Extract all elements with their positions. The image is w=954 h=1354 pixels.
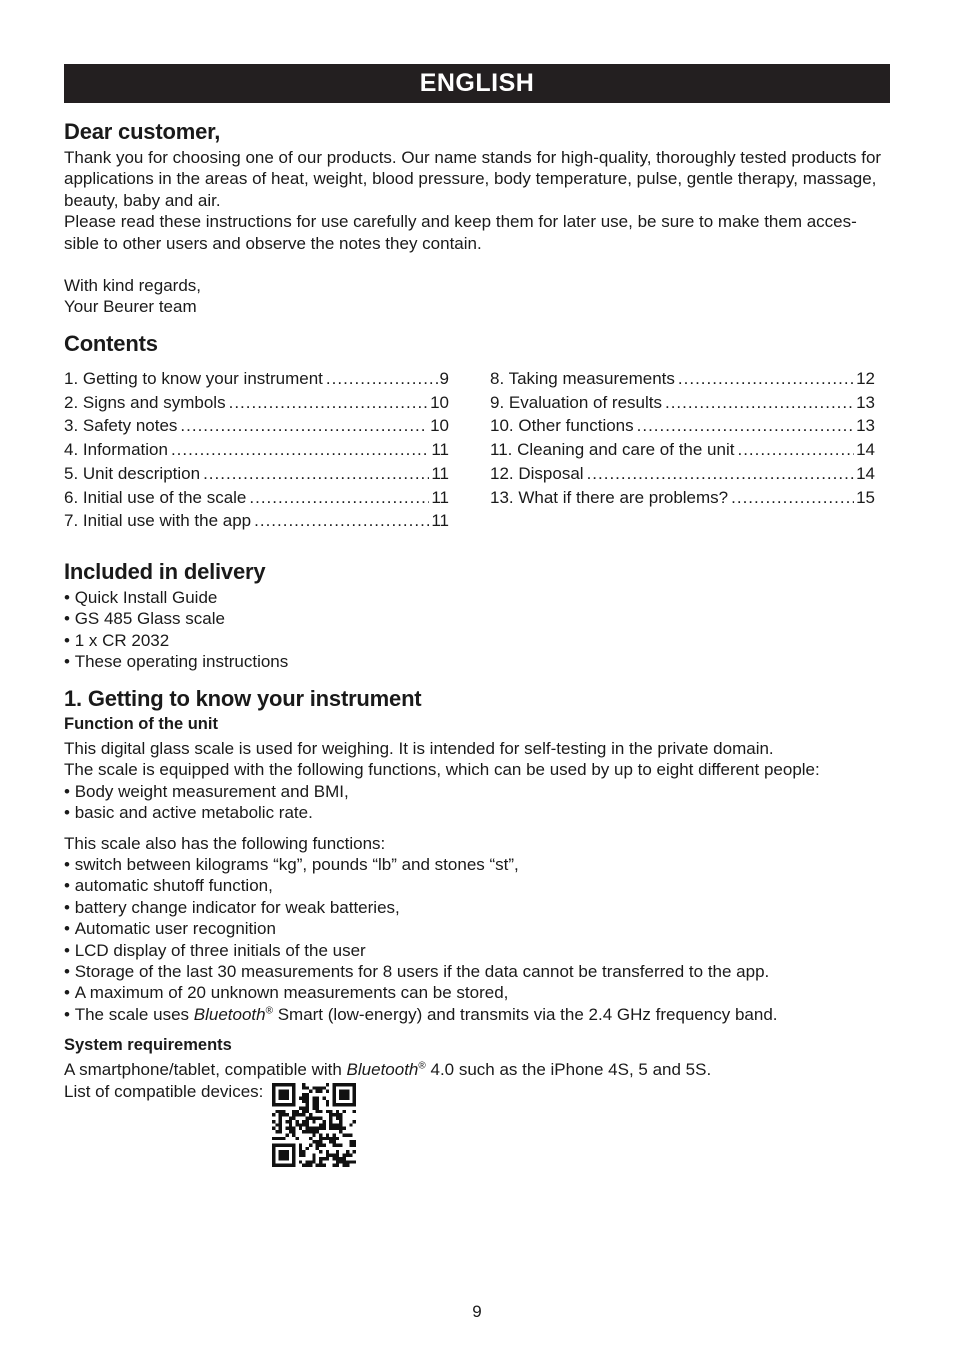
toc-page: 14 (856, 440, 875, 460)
table-of-contents (64, 367, 890, 533)
registered-mark: ® (418, 1060, 426, 1072)
section-getting-to-know (64, 685, 890, 1167)
closing-line-2: Your Beurer team (64, 297, 197, 317)
toc-label: 5. Unit description (64, 463, 201, 483)
toc-page: 11 (431, 511, 449, 531)
functions-list (64, 781, 890, 824)
toc-label: 10. Other functions (490, 416, 634, 436)
greeting-paragraph-1: Thank you for choosing one of our products. Our name stands for high-quality, thoroughly tested products for applications in the areas of heat, weight, blood pressure, body temperature, pulse, gentle therapy, massage, beauty, baby and air. (64, 148, 882, 210)
list-item: • GS 485 Glass scale (64, 608, 890, 629)
toc-entry[interactable] (490, 391, 875, 415)
toc-label: 4. Information (64, 440, 168, 460)
registered-mark: ® (265, 1005, 273, 1017)
function-heading: Function of the unit (64, 715, 218, 733)
toc-entry[interactable] (64, 414, 449, 438)
list-item: • basic and active metabolic rate. (64, 802, 890, 823)
toc-leader (737, 438, 854, 462)
delivery-list (64, 587, 890, 673)
sysreq-prefix: A smartphone/tablet, compatible with (64, 1060, 347, 1080)
list-item: • These operating instructions (64, 651, 890, 672)
toc-leader (229, 391, 428, 415)
list-item-bluetooth (64, 1004, 890, 1025)
toc-leader (665, 391, 854, 415)
delivery-section (64, 558, 890, 673)
also-functions-list (64, 854, 890, 1025)
list-item: • switch between kilograms “kg”, pounds “lb” and stones “st”, (64, 854, 890, 875)
toc-page: 10 (430, 416, 449, 436)
bt-suffix: Smart (low-energy) and transmits via the 2.4 GHz frequency band. (272, 1004, 778, 1024)
closing-line-1: With kind regards, (64, 276, 201, 296)
list-item: • LCD display of three initials of the user (64, 940, 890, 961)
list-item: • Body weight measurement and BMI, (64, 781, 890, 802)
toc-entry[interactable] (490, 462, 875, 486)
toc-label: 12. Disposal (490, 463, 584, 483)
toc-leader (637, 414, 854, 438)
language-title: ENGLISH (419, 69, 535, 97)
toc-label: 3. Safety notes (64, 416, 178, 436)
toc-leader (326, 367, 438, 391)
toc-label: 7. Initial use with the app (64, 511, 252, 531)
toc-entry[interactable] (490, 367, 875, 391)
toc-page: 9 (439, 369, 449, 388)
contents-section (64, 330, 890, 533)
system-requirements-heading: System requirements (64, 1036, 232, 1055)
toc-label: 6. Initial use of the scale (64, 487, 247, 507)
contents-title: Contents (64, 331, 158, 356)
sysreq-suffix: 4.0 such as the iPhone 4S, 5 and 5S. (425, 1060, 712, 1080)
function-intro-1: This digital glass scale is used for weighing. It is intended for self-testing in the private domain. (64, 739, 774, 758)
toc-page: 11 (431, 440, 449, 460)
greeting-title: Dear customer, (64, 119, 221, 144)
toc-entry[interactable] (490, 486, 875, 510)
toc-leader (180, 414, 428, 438)
toc-label: 13. What if there are problems? (490, 487, 729, 507)
greeting-paragraph-2: Please read these instructions for use carefully and keep them for later use, be sure to make them acces-sible to other users and observe the notes they contain. (64, 212, 857, 253)
toc-leader (203, 462, 429, 486)
list-item: • Automatic user recognition (64, 918, 890, 939)
list-item: • A maximum of 20 unknown measurements can be stored, (64, 982, 890, 1003)
toc-label: 1. Getting to know your instrument (64, 369, 323, 388)
list-item: • Quick Install Guide (64, 587, 890, 608)
toc-leader (587, 462, 855, 486)
toc-entry[interactable] (64, 438, 449, 462)
toc-page: 13 (856, 392, 875, 412)
toc-label: 11. Cleaning and care of the unit (490, 440, 735, 460)
toc-page: 14 (856, 463, 875, 483)
toc-entry[interactable] (490, 438, 875, 462)
toc-entry[interactable] (64, 462, 449, 486)
sysreq-bt-word: Bluetooth (346, 1060, 419, 1080)
toc-page: 13 (856, 416, 875, 436)
system-requirements-text (64, 1059, 890, 1080)
list-item: • automatic shutoff function, (64, 875, 890, 896)
toc-page: 11 (431, 463, 449, 483)
greeting-section (64, 118, 890, 318)
toc-leader (254, 509, 429, 533)
toc-leader (731, 486, 854, 510)
toc-entry[interactable] (490, 414, 875, 438)
page (64, 64, 890, 1101)
toc-leader (678, 367, 854, 391)
toc-page: 15 (856, 487, 875, 507)
toc-page: 11 (431, 487, 449, 507)
toc-label: 2. Signs and symbols (64, 392, 226, 412)
toc-entry[interactable] (64, 367, 449, 391)
language-header-bar (64, 64, 890, 103)
toc-leader (249, 486, 429, 510)
page-number: 9 (472, 1302, 482, 1321)
list-item: • 1 x CR 2032 (64, 630, 890, 651)
toc-leader (171, 438, 429, 462)
also-functions-intro: This scale also has the following functions: (64, 833, 386, 853)
list-item: • Storage of the last 30 measurements for 8 users if the data cannot be transferred to the app. (64, 961, 890, 982)
compatible-devices-row (64, 1081, 890, 1167)
toc-label: 9. Evaluation of results (490, 392, 662, 412)
toc-label: 8. Taking measurements (490, 369, 675, 388)
bt-prefix: The scale uses (74, 1004, 194, 1024)
bt-word: Bluetooth (193, 1004, 266, 1024)
section-title: 1. Getting to know your instrument (64, 686, 422, 711)
toc-entry[interactable] (64, 391, 449, 415)
toc-entry[interactable] (64, 486, 449, 510)
toc-left-column (64, 367, 449, 533)
toc-page: 12 (856, 369, 875, 388)
qr-code-icon[interactable] (272, 1083, 356, 1167)
delivery-title: Included in delivery (64, 559, 266, 584)
compatible-devices-label: List of compatible devices: (64, 1081, 264, 1101)
toc-entry[interactable] (64, 509, 449, 533)
function-intro-2: The scale is equipped with the following functions, which can be used by up to eight different people: (64, 760, 820, 780)
toc-right-column (490, 367, 875, 533)
toc-page: 10 (430, 392, 449, 412)
list-item: • battery change indicator for weak batteries, (64, 897, 890, 918)
